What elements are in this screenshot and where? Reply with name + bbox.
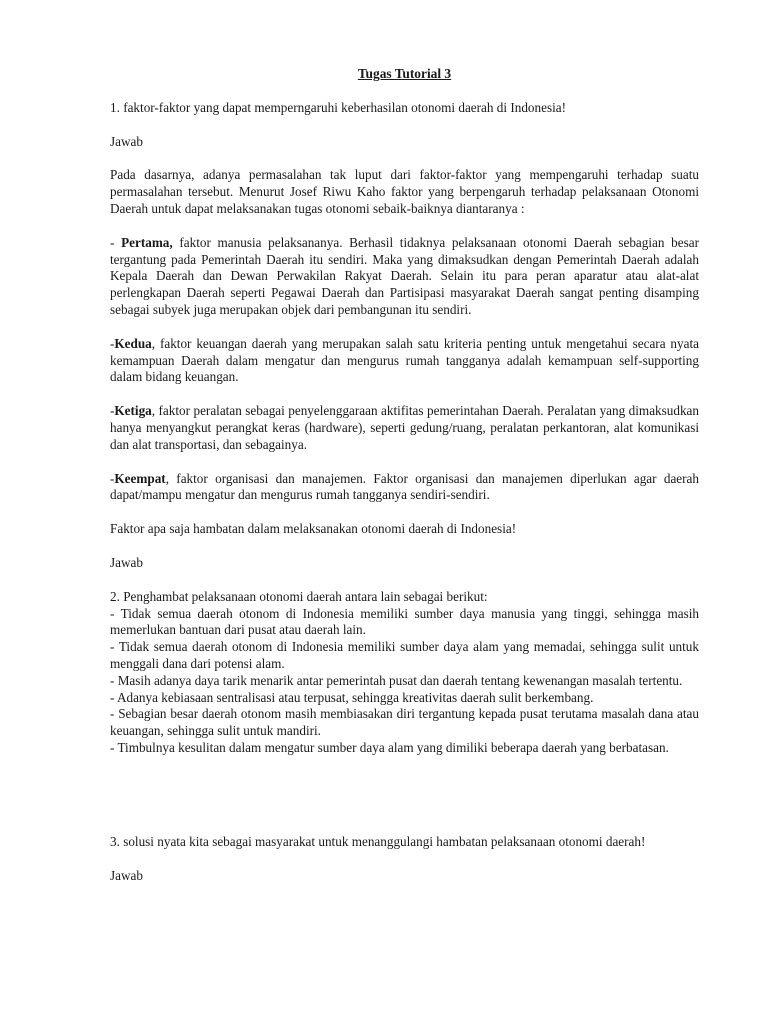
list-item: - Masih adanya daya tarik menarik antar pemerintah pusat dan daerah tentang kewenangan masalah tertentu. (110, 672, 683, 688)
question-2: Faktor apa saja hambatan dalam melaksanakan otonomi daerah di Indonesia! (110, 521, 517, 537)
answer-label-1: Jawab (110, 133, 143, 149)
factor-prefix: - (110, 403, 115, 419)
document-title: Tugas Tutorial 3 (357, 66, 452, 81)
document-page (110, 66, 699, 901)
list-item: - Tidak semua daerah otonom di Indonesia memiliki sumber daya alam yang memadai, sehingga sulit untuk menggali dana dari potensi alam. (110, 639, 699, 671)
blank-space (110, 774, 699, 834)
factor-label: Ketiga (114, 403, 152, 419)
list-item: - Sebagian besar daerah otonom masih membiasakan diri tergantung kepada pusat terutama masalah dana atau keuangan, sehingga sulit untuk mandiri. (110, 706, 699, 739)
intro-paragraph: Pada dasarnya, adanya permasalahan tak luput dari faktor-faktor yang mempengaruhi terhadap suatu permasalahan tersebut. Menurut Josef Riwu Kaho faktor yang berpengaruh terhadap pelaksanaan Otonomi Daerah untuk dapat melaksanakan tugas otonomi sebaik-baiknya diantaranya : (110, 167, 699, 216)
obstacles-intro: 2. Penghambat pelaksanaan otonomi daerah antara lain sebagai berikut: (110, 588, 488, 604)
factor-prefix: - (110, 234, 122, 250)
obstacles-list (110, 589, 699, 757)
factor-label: Pertama, (121, 234, 173, 250)
question-1: 1. faktor-faktor yang dapat memperngaruhi keberhasilan otonomi daerah di Indonesia! (110, 99, 567, 115)
factor-prefix: - (110, 470, 115, 486)
answer-label-2: Jawab (110, 554, 143, 570)
factor-prefix: - (110, 335, 115, 351)
answer-label-3: Jawab (110, 867, 143, 883)
factor-text: , faktor keuangan daerah yang merupakan salah satu kriteria penting untuk mengetahui secara nyata kemampuan Daerah dalam mengatur dan mengurus rumah tangganya adalah kemampuan self-supporting dalam bidang keuangan. (110, 335, 699, 385)
factor-paragraph-1 (110, 235, 699, 319)
factor-paragraph-4 (110, 471, 699, 505)
question-3: 3. solusi nyata kita sebagai masyarakat untuk menanggulangi hambatan pelaksanaan otonomi daerah! (110, 833, 646, 849)
factor-label: Kedua (114, 335, 152, 351)
factor-text: faktor manusia pelaksananya. Berhasil tidaknya pelaksanaan otonomi Daerah sebagian besar tergantung pada Pemerintah Daerah itu sendiri. Maka yang dimaksudkan dengan Pemerintah Daerah adalah Kepala Daerah dan Dewan Perwakilan Rakyat Daerah. Selain itu para peran aparatur atau alat-alat perlengkapan Daerah seperti Pegawai Daerah dan Partisipasi masyarakat Daerah sangat penting disamping sebagai subyek juga merupakan objek dari pembangunan itu sendiri. (110, 234, 699, 317)
factor-paragraph-2 (110, 336, 699, 386)
list-item: - Tidak semua daerah otonom di Indonesia memiliki sumber daya manusia yang tinggi, sehingga masih memerlukan bantuan dari pusat atau daerah lain. (110, 605, 699, 638)
factor-text: , faktor organisasi dan manajemen. Faktor organisasi dan manajemen diperlukan agar daerah dapat/mampu mengatur dan mengurus rumah tangganya sendiri-sendiri. (110, 470, 699, 503)
factor-paragraph-3 (110, 403, 699, 453)
factor-label: Keempat (114, 470, 166, 486)
factor-text: , faktor peralatan sebagai penyelenggaraan aktifitas pemerintahan Daerah. Peralatan yang dimaksudkan hanya menyangkut perangkat keras (hardware), seperti gedung/ruang, peralatan perkantoran, alat komunikasi dan alat transportasi, dan sebagainya. (110, 403, 699, 452)
list-item: - Adanya kebiasaan sentralisasi atau terpusat, sehingga kreativitas daerah sulit berkembang. (110, 689, 594, 705)
list-item: - Timbulnya kesulitan dalam mengatur sumber daya alam yang dimiliki beberapa daerah yang berbatasan. (110, 739, 669, 755)
